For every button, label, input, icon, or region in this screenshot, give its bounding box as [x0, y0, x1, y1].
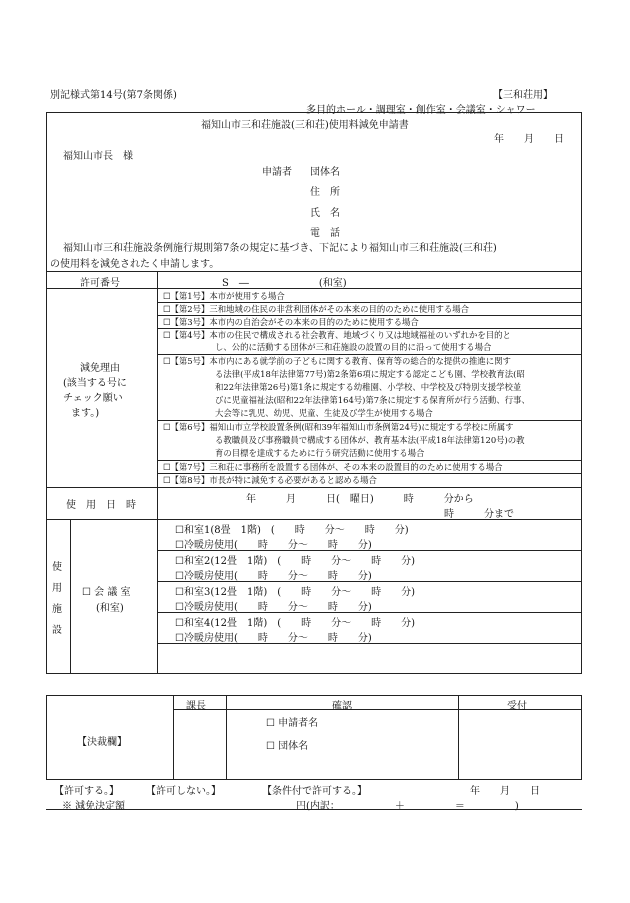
decision-label: 【決裁欄】 [77, 737, 127, 748]
permit-conditional[interactable]: 【条件付で許可する。】 [262, 786, 367, 797]
reason-4-line1[interactable]: ☐【第4号】本市の住民で構成される社会教育、地域づくり又は地域福祉のいずれかを目的と [163, 330, 511, 340]
facility-side-4: 設 [52, 625, 62, 636]
phone-label: 電 話 [310, 228, 340, 239]
check-applicant-name[interactable]: ☐ 申請者名 [266, 718, 319, 729]
usage-date-line1[interactable]: 年 月 日( 曜日) 時 分から [246, 494, 474, 505]
meeting-room-checkbox[interactable]: ☐ 会 議 室 [82, 587, 131, 598]
usage-date-label: 使 用 日 時 [66, 500, 136, 511]
form-title: 福知山市三和荘施設(三和荘)使用料減免申請書 [201, 120, 409, 131]
facility-side-1: 使 [52, 562, 62, 573]
confirm-column: 確認 [332, 701, 352, 712]
chief-column: 課長 [186, 701, 206, 712]
reduction-label-1: 減免理由 [80, 363, 120, 374]
reduction-label-4: ます。) [71, 408, 100, 419]
reason-5-line5: 大会等に乳児、幼児、児童、生徒及び学生が使用する場合 [215, 408, 433, 418]
reason-1[interactable]: ☐【第1号】本市が使用する場合 [163, 291, 285, 301]
org-name-label: 団体名 [310, 167, 340, 178]
reason-4-line2: し、公的に活動する団体が三和荘施設の設置の目的に沿って使用する場合 [215, 342, 492, 352]
reduction-label-2: (該当する号に [63, 378, 127, 389]
reason-7[interactable]: ☐【第7号】三和荘に事務所を設置する団体が、その本来の設置目的のために使用する場合 [163, 462, 503, 472]
reason-6-line2: る教職員及び事務職員で構成する団体が、教育基本法(平成18年法律第120号)の教 [215, 435, 525, 445]
room-2[interactable]: ☐和室2(12畳 1階) ( 時 分～ 時 分) [175, 556, 416, 567]
application-date: 年 月 日 [494, 134, 564, 145]
applicant-label: 申請者 [262, 167, 292, 178]
reduction-amount-label: ※ 減免決定額 [62, 801, 126, 812]
room-4[interactable]: ☐和室4(12畳 1階) ( 時 分～ 時 分) [175, 618, 416, 629]
meeting-room-sub: (和室) [96, 603, 124, 614]
permit-number-value: S ― (和室) [222, 278, 347, 289]
addressee: 福知山市長 様 [63, 151, 133, 162]
facility-side-3: 施 [52, 604, 62, 615]
reason-5-line1[interactable]: ☐【第5号】本市内にある就学前の子どもに関する教育、保育等の総合的な提供の推進に関す [163, 356, 511, 366]
room-3[interactable]: ☐和室3(12畳 1階) ( 時 分～ 時 分) [175, 587, 416, 598]
reason-6-line3: 育の目標を達成するために行う研究活動に使用する場合 [215, 448, 425, 458]
facility-side-2: 用 [52, 583, 62, 594]
intro-text-1: 福知山市三和荘施設条例施行規則第7条の規定に基づき、下記により福知山市三和荘施設(三和荘) [63, 243, 497, 254]
reason-5-line3: 和22年法律第26号)第1条に規定する幼稚園、小学校、中学校及び特別支援学校並 [215, 382, 522, 392]
room-1[interactable]: ☐和室1(8畳 1階) ( 時 分～ 時 分) [175, 525, 409, 536]
check-org-name[interactable]: ☐ 団体名 [266, 741, 309, 752]
form-number: 別記様式第14号(第7条関係) [50, 90, 177, 101]
permit-yes[interactable]: 【許可する。】 [54, 786, 119, 797]
name-label: 氏 名 [310, 208, 340, 219]
intro-text-2: の使用料を減免されたく申請します。 [50, 259, 220, 270]
decision-date: 年 月 日 [470, 786, 540, 797]
reason-5-line4: びに児童福祉法(昭和22年法律第164号)第7条に規定する保育所が行う活動、行事、 [215, 395, 530, 405]
room-4-heating[interactable]: ☐冷暖房使用( 時 分～ 時 分) [175, 633, 372, 644]
room-3-heating[interactable]: ☐冷暖房使用( 時 分～ 時 分) [175, 602, 372, 613]
room-types: 多目的ホール・調理室・創作室・会議室・シャワー [306, 105, 536, 116]
reason-8[interactable]: ☐【第8号】市長が特に減免する必要があると認める場合 [163, 475, 377, 485]
room-1-heating[interactable]: ☐冷暖房使用( 時 分～ 時 分) [175, 540, 372, 551]
reason-2[interactable]: ☐【第2号】三和地域の住民の非営利団体がその本来の目的のために使用する場合 [163, 304, 469, 314]
room-2-heating[interactable]: ☐冷暖房使用( 時 分～ 時 分) [175, 571, 372, 582]
reception-column: 受付 [507, 701, 527, 712]
reduction-label-3: チェック願い [63, 393, 123, 404]
address-label: 住 所 [310, 187, 340, 198]
reason-5-line2: る法律(平成18年法律第77号)第2条第6項に規定する認定こども園、学校教育法(昭 [215, 369, 525, 379]
reduction-amount-detail: 円(内訳： ＋ ＝ ) [296, 801, 519, 812]
permit-no[interactable]: 【許可しない。】 [146, 786, 221, 797]
reason-6-line1[interactable]: ☐【第6号】福知山市立学校設置条例(昭和39年福知山市条例第24号)に規定する学校に所属す [163, 422, 514, 432]
usage-date-line2[interactable]: 時 分まで [444, 509, 514, 520]
permit-number-label: 許可番号 [80, 278, 120, 289]
facility-tag: 【三和荘用】 [493, 90, 553, 101]
reason-3[interactable]: ☐【第3号】本市内の自治会がその本来の目的のために使用する場合 [163, 317, 419, 327]
